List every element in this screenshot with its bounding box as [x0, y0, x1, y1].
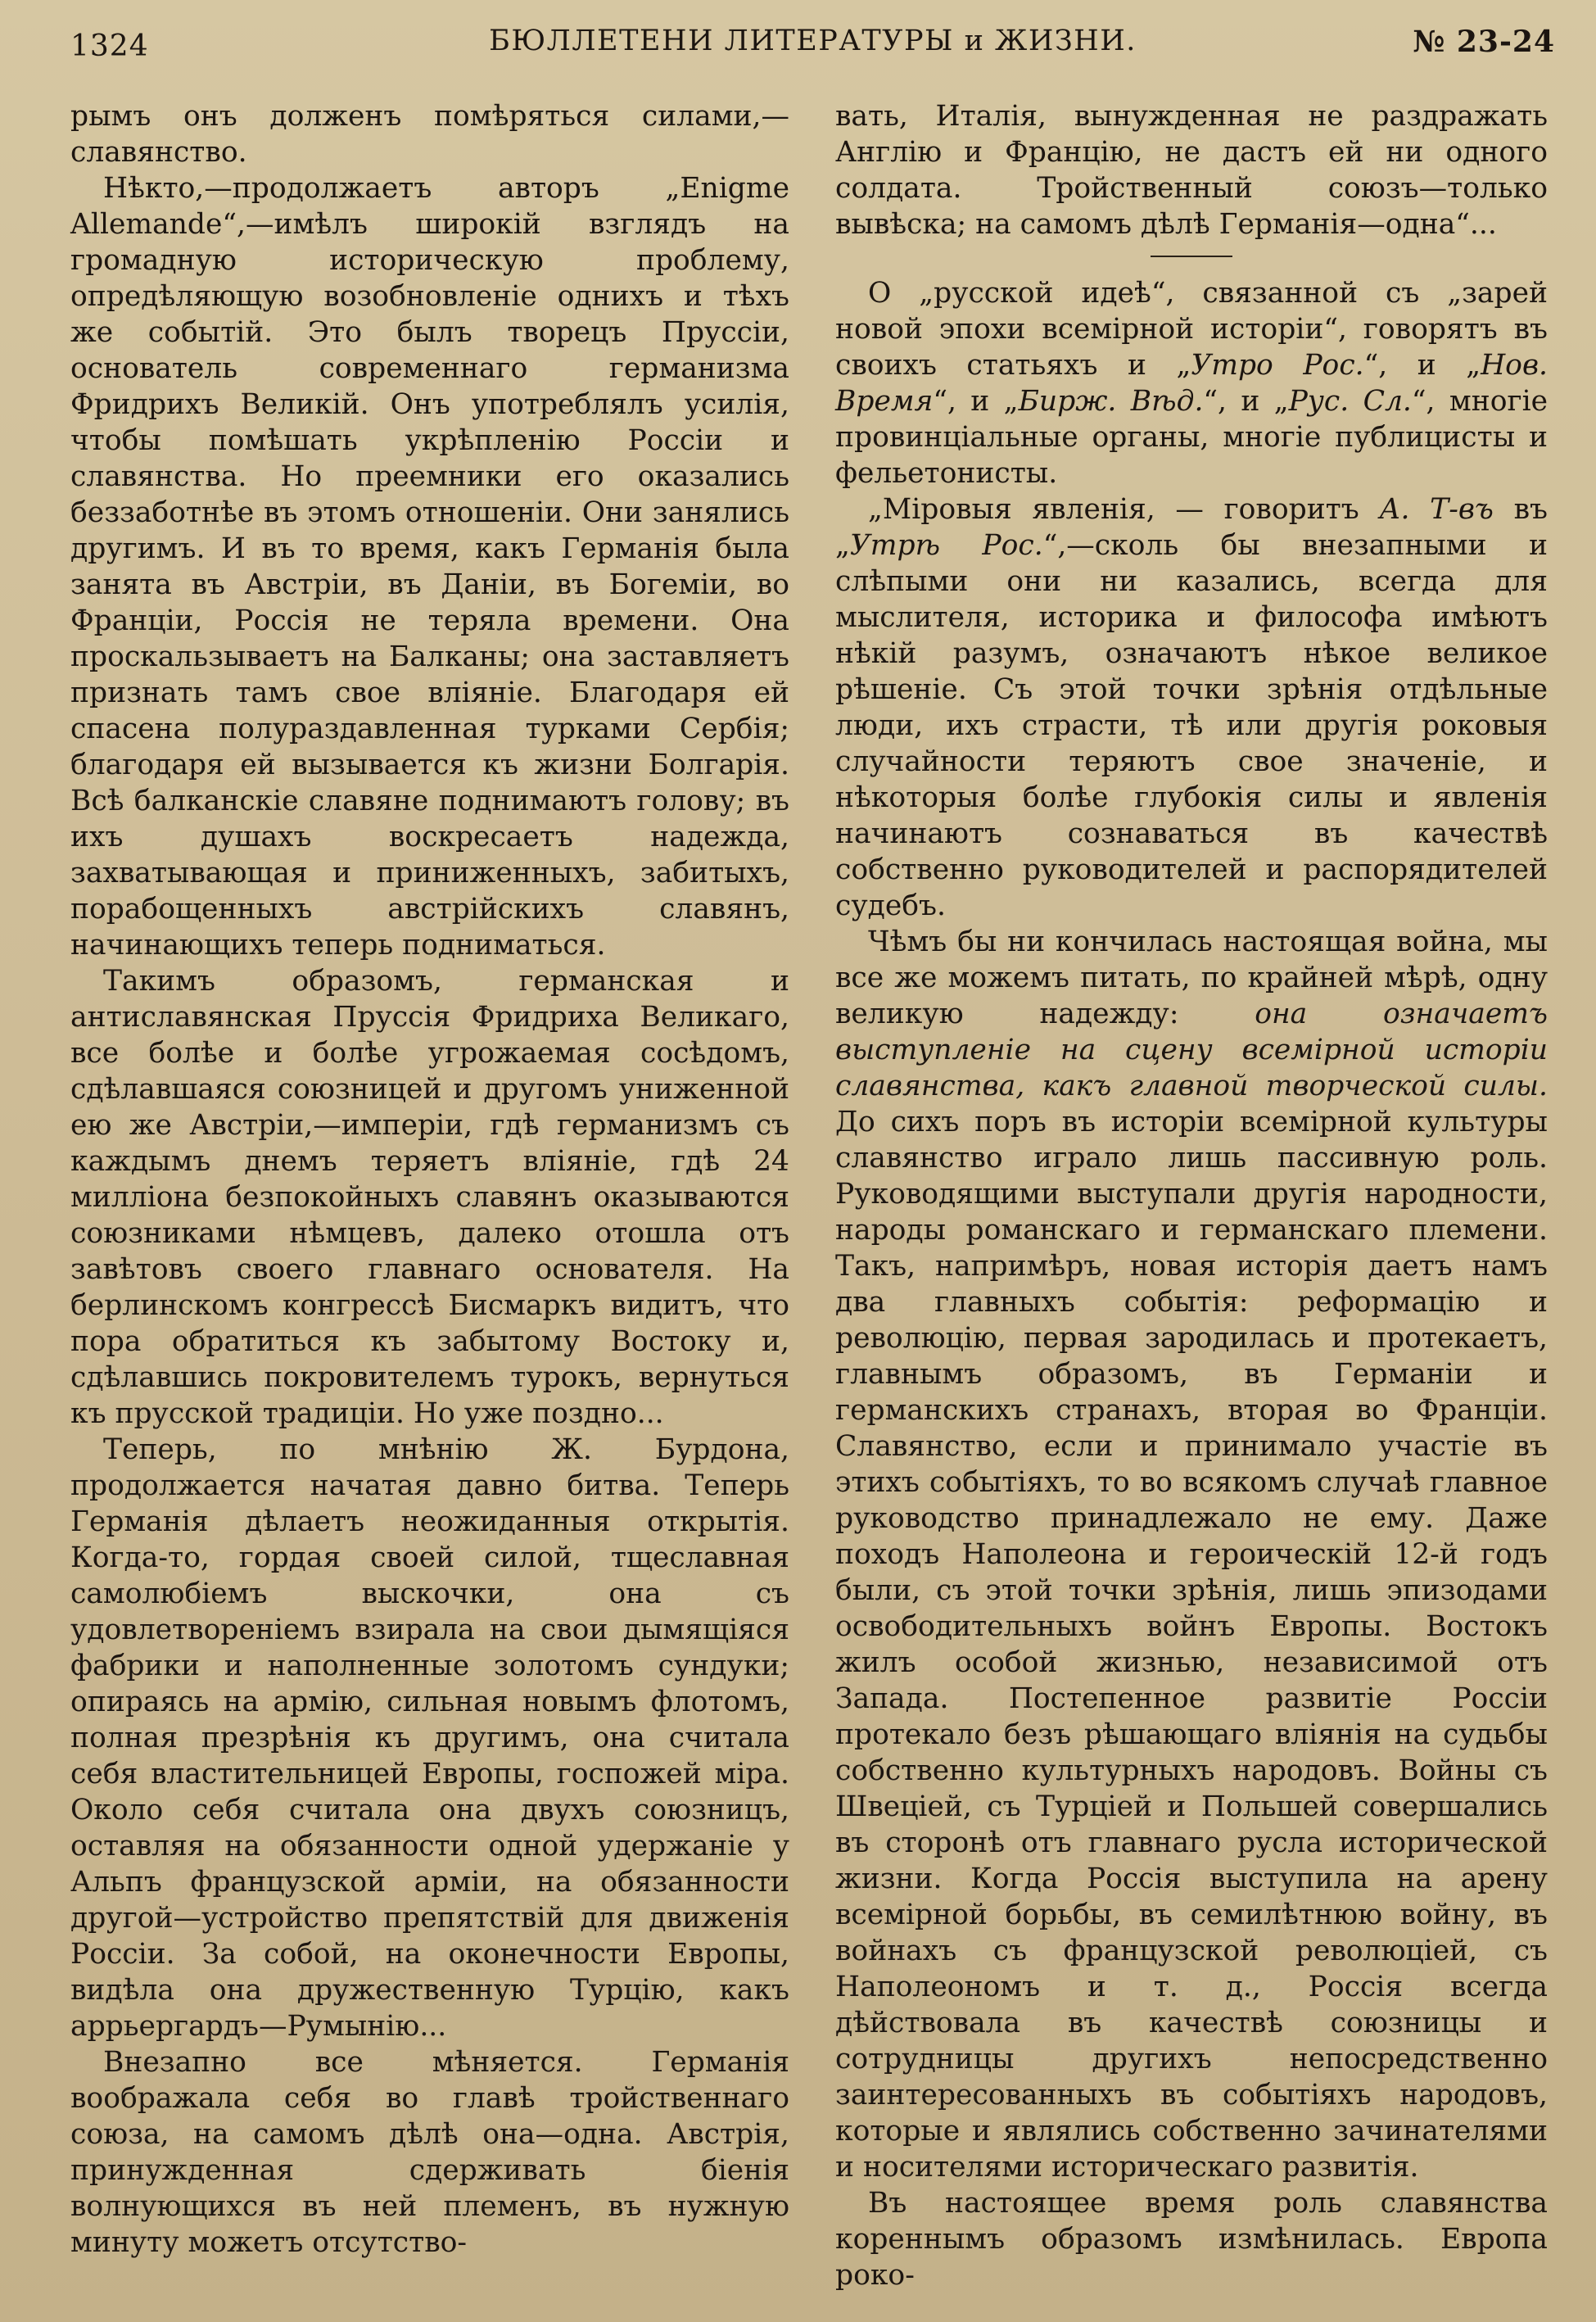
paragraph: вать, Италія, вынужденная не раздражать Англію и Францію, не дастъ ей ни одного солдата. Тройственный союзъ—только вывѣска; на самомъ дѣлѣ Германія—одна“...: [835, 100, 1548, 241]
right-column: [835, 98, 1548, 2293]
paragraph: Чѣмъ бы ни кончилась настоящая война, мы все же можемъ питать, по крайней мѣрѣ, одну великую надежду: она означаетъ выступленіе на сцену всемірной исторіи славянства, какъ главной творческой силы. До сихъ поръ въ исторіи всемірной культуры славянство играло лишь пассивную роль. Руководящими выступали другія народности, народы романскаго и германскаго племени. Такъ, напримѣръ, новая исторія даетъ намъ два главныхъ событія: реформацію и революцію, первая зародилась и протекаетъ, главнымъ образомъ, въ Германіи и германскихъ странахъ, вторая во Франціи. Славянство, если и принимало участіе въ этихъ событіяхъ, то во всякомъ случаѣ главное руководство принадлежало не ему. Даже походъ Наполеона и героическій 12-й годъ были, съ этой точки зрѣнія, лишь эпизодами освободительныхъ войнъ Европы. Востокъ жилъ особой жизнью, независимой отъ Запада. Постепенное развитіе Россіи протекало безъ рѣшающаго вліянія на судьбы собственно культурныхъ народовъ. Войны съ Швеціей, съ Турціей и Польшей совершались въ сторонѣ отъ главнаго русла исторической жизни. Когда Россія выступила на арену всемірной борьбы, въ семилѣтнюю войну, въ войнахъ съ французской революціей, съ Наполеономъ и т. д., Россія всегда дѣйствовала въ качествѣ союзницы и сотрудницы другихъ непосредственно заинтересованныхъ въ событіяхъ народовъ, которые и являлись собственно зачинателями и носителями историческаго развитія.: [835, 926, 1548, 2184]
paragraph: Нѣкто,—продолжаетъ авторъ „Enigme Allemande“,—имѣлъ широкій взглядъ на громадную историческую проблему, опредѣляющую возобновленіе однихъ и тѣхъ же событій. Это былъ творецъ Пруссіи, основатель современнаго германизма Фридрихъ Великій. Онъ употреблялъ усилія, чтобы помѣшать укрѣпленію Россіи и славянства. Но преемники его оказались беззаботнѣе въ этомъ отношеніи. Они занялись другимъ. И въ то время, какъ Германія была занята въ Австріи, въ Даніи, въ Богеміи, во Франціи, Россія не теряла времени. Она проскальзываетъ на Балканы; она заставляетъ признать тамъ свое вліяніе. Благодаря ей спасена полураздавленная турками Сербія; благодаря ей вызывается къ жизни Болгарія. Всѣ балканскіе славяне поднимаютъ голову; въ ихъ душахъ воскресаетъ надежда, захватывающая и приниженныхъ, забитыхъ, порабощенныхъ австрійскихъ славянъ, начинающихъ теперь подниматься.: [70, 172, 789, 962]
paragraph: Въ настоящее время роль славянства кореннымъ образомъ измѣнилась. Европа роко-: [835, 2187, 1548, 2292]
newspaper-title: Утро Рос.: [1191, 349, 1364, 382]
running-header: [70, 18, 1555, 67]
journal-title: БЮЛЛЕТЕНИ ЛИТЕРАТУРЫ и ЖИЗНИ.: [489, 25, 1137, 57]
author-name: А. Т-въ: [1379, 493, 1494, 526]
newspaper-title: Бирж. Вѣд.: [1018, 385, 1204, 418]
paragraph: О „русской идеѣ“, связанной съ „зарей новой эпохи всемірной исторіи“, говорятъ въ своихъ статьяхъ и „Утро Рос.“, и „Нов. Время“, и „Бирж. Вѣд.“, и „Рус. Сл.“, многіе провинціальные органы, многіе публицисты и фельетонисты.: [835, 277, 1549, 490]
italic-emphasis: она означаетъ выступленіе на сцену всемірной исторіи славянства, какъ главной творческой силы.: [835, 998, 1548, 1102]
newspaper-title: Утрѣ Рос.: [849, 529, 1043, 562]
issue-number: № 23-24: [1413, 25, 1555, 59]
paragraph: рымъ онъ долженъ помѣряться силами,—славянство.: [70, 100, 789, 169]
paragraph: Такимъ образомъ, германская и антиславянская Пруссія Фридриха Великаго, все болѣе и болѣе угрожаемая сосѣдомъ, сдѣлавшаяся союзницей и другомъ униженной ею же Австріи,—имперіи, гдѣ германизмъ съ каждымъ днемъ теряетъ вліяніе, гдѣ 24 милліона безпокойныхъ славянъ оказываются союзниками нѣмцевъ, далеко отошла отъ завѣтовъ своего главнаго основателя. На берлинскомъ конгрессѣ Бисмаркъ видитъ, что пора обратиться къ забытому Востоку и, сдѣлавшись покровителемъ турокъ, вернуться къ прусской традиціи. Но уже поздно...: [70, 965, 789, 1430]
page-number: 1324: [70, 29, 149, 63]
left-column: [70, 98, 789, 2261]
paragraph: Внезапно все мѣняется. Германія воображала себя во главѣ тройственнаго союза, на самомъ дѣлѣ она—одна. Австрія, принужденная сдерживать біенія волнующихся въ ней племенъ, въ нужную минуту можетъ отсутство-: [70, 2046, 789, 2259]
paragraph: „Міровыя явленія, — говоритъ А. Т-въ въ „Утрѣ Рос.“,—сколь бы внезапными и слѣпыми они ни казались, всегда для мыслителя, историка и философа имѣютъ нѣкій разумъ, означаютъ нѣкое великое рѣшеніе. Съ этой точки зрѣнія отдѣльные люди, ихъ страсти, тѣ или другія роковыя случайности теряютъ свое значеніе, и нѣкоторыя болѣе глубокія силы и явленія начинаютъ сознаваться въ качествѣ собственно руководителей и распорядителей судебъ.: [835, 493, 1548, 922]
paragraph: Теперь, по мнѣнію Ж. Бурдона, продолжается начатая давно битва. Теперь Германія дѣлаетъ неожиданныя открытія. Когда-то, гордая своей силой, тщеславная самолюбіемъ выскочки, она съ удовлетвореніемъ взирала на свои дымящіяся фабрики и наполненные золотомъ сундуки; опираясь на армію, сильная новымъ флотомъ, полная презрѣнія къ другимъ, она считала себя властительницей Европы, госпожей міра. Около себя считала она двухъ союзницъ, оставляя на обязанности одной удержаніе у Альпъ французской арміи, на обязанности другой—устройство препятствій для движенія Россіи. За собой, на оконечности Европы, видѣла она дружественную Турцію, какъ аррьергардъ—Румынію...: [70, 1433, 789, 2043]
newspaper-title: Нов. Время: [835, 349, 1548, 418]
section-divider: [1151, 256, 1232, 257]
newspaper-title: Рус. Сл.: [1288, 385, 1412, 418]
